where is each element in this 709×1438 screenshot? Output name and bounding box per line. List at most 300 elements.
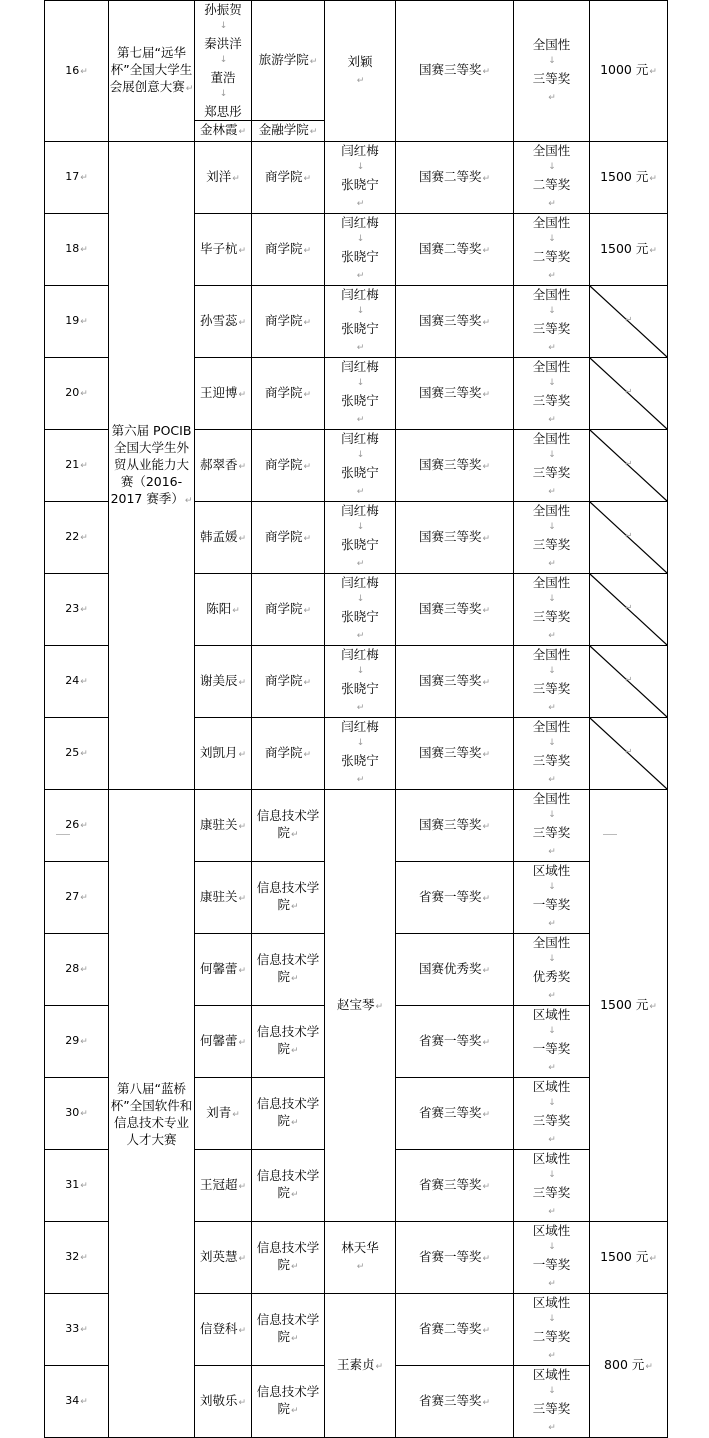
paragraph-mark: ↵ xyxy=(303,389,312,400)
paragraph-mark: ↵ xyxy=(290,902,299,912)
paragraph-mark: ↵ xyxy=(238,317,247,328)
paragraph-mark: ↵ xyxy=(80,245,88,255)
paragraph-mark: ↵ xyxy=(548,775,556,785)
level-text: 三等奖 xyxy=(532,1185,571,1200)
paragraph-mark: ↵ xyxy=(548,415,556,425)
paragraph-mark: ↵ xyxy=(238,127,247,137)
line-break-mark: ↓ xyxy=(356,162,365,172)
paragraph-mark: ↵ xyxy=(80,605,88,615)
student-names: 陈阳↵ xyxy=(195,574,252,646)
level-text: 全国性 ↓ xyxy=(514,934,589,968)
level-text: 区域性 ↓ xyxy=(514,1366,589,1400)
line-break-mark: ↓ xyxy=(548,234,556,244)
paragraph-mark: ↵ xyxy=(548,919,556,929)
award-level xyxy=(514,646,590,718)
paragraph-mark: ↵ xyxy=(624,459,633,470)
paragraph-mark: ↵ xyxy=(80,1325,88,1335)
paragraph-mark: ↵ xyxy=(290,830,299,840)
award-name: 国赛优秀奖↵ xyxy=(396,934,514,1006)
paragraph-mark: ↵ xyxy=(80,1109,88,1119)
paragraph-mark: ↵ xyxy=(482,389,491,400)
paragraph-mark: ↵ xyxy=(80,173,88,183)
college-name: 商学院↵ xyxy=(252,646,325,718)
prize-amount xyxy=(590,718,668,790)
award-name: 省赛一等奖↵ xyxy=(396,1006,514,1078)
paragraph-mark: ↵ xyxy=(238,749,247,760)
paragraph-mark: ↵ xyxy=(482,749,491,760)
line-break-mark: ↓ xyxy=(548,378,556,388)
award-level xyxy=(514,1006,590,1078)
row-number: 18↵ xyxy=(45,214,109,286)
advisor: 闫红梅 ↓ xyxy=(325,502,395,536)
advisor: 闫红梅 ↓ xyxy=(325,142,395,176)
paragraph-mark: ↵ xyxy=(290,1334,299,1344)
advisor-name xyxy=(325,1,396,142)
line-break-mark: ↓ xyxy=(548,450,556,460)
level-text: 三等奖 xyxy=(532,825,571,840)
paragraph-mark: ↵ xyxy=(482,605,491,616)
level-text: 三等奖 xyxy=(532,1401,571,1416)
student-names: 康驻关↵ xyxy=(195,790,252,862)
paragraph-mark: ↵ xyxy=(624,531,633,542)
paragraph-mark: ↵ xyxy=(290,974,299,984)
advisor-name xyxy=(325,142,396,214)
competition-name: 第八届“蓝桥杯”全国软件和信息技术专业人才大赛 xyxy=(109,790,195,1438)
paragraph-mark: ↵ xyxy=(303,677,312,688)
paragraph-mark: ↵ xyxy=(624,387,633,398)
level-text: 一等奖 xyxy=(532,897,571,912)
line-break-mark: ↓ xyxy=(548,1386,556,1396)
prize-amount xyxy=(590,430,668,502)
paragraph-mark: ↵ xyxy=(184,495,193,506)
line-break-mark: ↓ xyxy=(548,55,556,66)
row-number: 27↵ xyxy=(45,862,109,934)
row-number: 20↵ xyxy=(45,358,109,430)
student-names: 郝翠香↵ xyxy=(195,430,252,502)
award-name: 国赛三等奖↵ xyxy=(396,358,514,430)
line-break-mark: ↓ xyxy=(548,666,556,676)
prize-amount xyxy=(590,502,668,574)
college-name: 旅游学院↵ xyxy=(252,1,325,121)
college-name: 信息技术学院↵ xyxy=(252,1294,325,1366)
line-break-mark: ↓ xyxy=(548,1242,556,1252)
advisor: 张晓宁 xyxy=(341,753,379,768)
advisor-name xyxy=(325,286,396,358)
paragraph-mark: ↵ xyxy=(232,605,240,616)
line-break-mark: ↓ xyxy=(356,522,365,532)
paragraph-mark: ↵ xyxy=(482,893,491,904)
college-name: 信息技术学院↵ xyxy=(252,1006,325,1078)
paragraph-mark: ↵ xyxy=(356,199,365,209)
line-break-mark: ↓ xyxy=(548,1170,556,1180)
row-number: 28↵ xyxy=(45,934,109,1006)
student-names: 韩孟媛↵ xyxy=(195,502,252,574)
level-text: 全国性 ↓ xyxy=(514,790,589,824)
paragraph-mark: ↵ xyxy=(548,1351,556,1361)
award-name: 国赛三等奖↵ xyxy=(396,646,514,718)
line-break-mark: ↓ xyxy=(548,594,556,604)
paragraph-mark: ↵ xyxy=(356,415,365,425)
advisor: 闫红梅 ↓ xyxy=(325,286,395,320)
level-text: 区域性 ↓ xyxy=(514,862,589,896)
row-number: 17↵ xyxy=(45,142,109,214)
line-break-mark: ↓ xyxy=(219,55,228,65)
college-name: 信息技术学院↵ xyxy=(252,862,325,934)
paragraph-mark: ↵ xyxy=(80,677,88,687)
paragraph-mark: ↵ xyxy=(290,1190,299,1200)
paragraph-mark: ↵ xyxy=(80,749,88,759)
level-text: 优秀奖 xyxy=(532,969,571,984)
award-level xyxy=(514,1,590,142)
paragraph-mark: ↵ xyxy=(548,487,556,497)
award-level xyxy=(514,214,590,286)
paragraph-mark: ↵ xyxy=(238,1325,247,1336)
level-text: 全国性 ↓ xyxy=(514,430,589,464)
paragraph-mark: ↵ xyxy=(624,315,633,326)
advisor: 张晓宁 xyxy=(341,177,379,192)
line-break-mark: ↓ xyxy=(548,954,556,964)
award-name: 国赛三等奖↵ xyxy=(396,502,514,574)
college-name: 金融学院↵ xyxy=(252,121,325,142)
row-number: 25↵ xyxy=(45,718,109,790)
level-text: 一等奖 xyxy=(532,1041,571,1056)
paragraph-mark: ↵ xyxy=(624,675,633,686)
student-names: 刘凯月↵ xyxy=(195,718,252,790)
paragraph-mark: ↵ xyxy=(80,317,88,327)
level-text: 二等奖 xyxy=(532,177,571,192)
level-text: 区域性 ↓ xyxy=(514,1006,589,1040)
row-number: 26↵ xyxy=(45,790,109,862)
paragraph-mark: ↵ xyxy=(232,173,240,184)
advisor: 张晓宁 xyxy=(341,537,379,552)
line-break-mark: ↓ xyxy=(356,450,365,460)
table-row xyxy=(45,1,668,121)
award-level xyxy=(514,1150,590,1222)
paragraph-mark: ↵ xyxy=(80,389,88,399)
advisor-name xyxy=(325,430,396,502)
paragraph-mark: ↵ xyxy=(80,533,88,543)
row-number: 19↵ xyxy=(45,286,109,358)
prize-amount: 1500 元↵ xyxy=(590,142,668,214)
student-name: 秦洪洋 ↓ xyxy=(195,35,251,69)
award-level xyxy=(514,862,590,934)
paragraph-mark: ↵ xyxy=(356,631,365,641)
level-text: 三等奖 xyxy=(532,70,571,86)
paragraph-mark: ↵ xyxy=(238,965,247,976)
paragraph-mark: ↵ xyxy=(548,271,556,281)
competition-name: 第六届 POCIB 全国大学生外贸从业能力大赛（2016-2017 赛季）↵ xyxy=(109,142,195,790)
paragraph-mark: ↵ xyxy=(80,821,88,831)
page-bottom-markers xyxy=(0,834,709,844)
paragraph-mark: ↵ xyxy=(80,1397,88,1407)
advisor-name xyxy=(325,358,396,430)
paragraph-mark: ↵ xyxy=(482,677,491,688)
paragraph-mark: ↵ xyxy=(303,245,312,256)
student-names: 康驻关↵ xyxy=(195,862,252,934)
paragraph-mark: ↵ xyxy=(238,1397,247,1408)
paragraph-mark: ↵ xyxy=(482,965,491,976)
paragraph-mark: ↵ xyxy=(548,631,556,641)
award-name: 国赛二等奖↵ xyxy=(396,142,514,214)
award-level xyxy=(514,430,590,502)
line-break-mark: ↓ xyxy=(548,162,556,172)
table-row xyxy=(45,790,668,862)
paragraph-mark: ↵ xyxy=(624,747,633,758)
prize-amount: 1500 元↵ xyxy=(590,214,668,286)
paragraph-mark: ↵ xyxy=(482,1325,491,1336)
paragraph-mark: ↵ xyxy=(303,461,312,472)
paragraph-mark: ↵ xyxy=(548,703,556,713)
college-name: 信息技术学院↵ xyxy=(252,1222,325,1294)
level-text: 全国性 ↓ xyxy=(514,718,589,752)
paragraph-mark: ↵ xyxy=(482,67,491,77)
paragraph-mark: ↵ xyxy=(238,821,247,832)
level-text: 一等奖 xyxy=(532,1257,571,1272)
paragraph-mark: ↵ xyxy=(548,343,556,353)
paragraph-mark: ↵ xyxy=(356,271,365,281)
paragraph-mark: ↵ xyxy=(482,173,491,184)
award-name: 国赛二等奖↵ xyxy=(396,214,514,286)
level-text: 二等奖 xyxy=(532,1329,571,1344)
row-number: 32↵ xyxy=(45,1222,109,1294)
prize-amount: 1500 元↵ xyxy=(590,1222,668,1294)
paragraph-mark: ↵ xyxy=(356,343,365,353)
advisor: 闫红梅 ↓ xyxy=(325,574,395,608)
paragraph-mark: ↵ xyxy=(80,1037,88,1047)
award-level xyxy=(514,1294,590,1366)
advisor-name xyxy=(325,1222,396,1294)
paragraph-mark: ↵ xyxy=(80,66,88,77)
advisor: 刘颖 xyxy=(347,53,373,69)
paragraph-mark: ↵ xyxy=(303,173,312,184)
paragraph-mark: ↵ xyxy=(482,317,491,328)
paragraph-mark: ↵ xyxy=(356,559,365,569)
student-name: 董浩 ↓ xyxy=(195,69,251,103)
line-break-mark: ↓ xyxy=(548,1026,556,1036)
college-name: 商学院↵ xyxy=(252,358,325,430)
student-names: 王迎博↵ xyxy=(195,358,252,430)
advisor: 张晓宁 xyxy=(341,681,379,696)
paragraph-mark: ↵ xyxy=(303,605,312,616)
paragraph-mark: ↵ xyxy=(548,199,556,209)
award-level xyxy=(514,934,590,1006)
college-name: 信息技术学院↵ xyxy=(252,934,325,1006)
line-break-mark: ↓ xyxy=(356,666,365,676)
paragraph-mark: ↵ xyxy=(238,1181,247,1192)
paragraph-mark: ↵ xyxy=(649,173,657,184)
paragraph-mark: ↵ xyxy=(303,533,312,544)
paragraph-mark: ↵ xyxy=(649,67,657,77)
student-names: 刘英慧↵ xyxy=(195,1222,252,1294)
line-break-mark: ↓ xyxy=(219,89,228,99)
paragraph-mark: ↵ xyxy=(80,1181,88,1191)
paragraph-mark: ↵ xyxy=(548,559,556,569)
advisor-name xyxy=(325,502,396,574)
paragraph-mark: ↵ xyxy=(185,84,194,94)
table-row xyxy=(45,142,668,214)
paragraph-mark: ↵ xyxy=(356,75,365,86)
paragraph-mark: ↵ xyxy=(482,461,491,472)
advisor: 林天华 xyxy=(341,1240,379,1255)
level-text: 区域性 ↓ xyxy=(514,1222,589,1256)
row-number: 21↵ xyxy=(45,430,109,502)
award-level xyxy=(514,718,590,790)
row-number: 30↵ xyxy=(45,1078,109,1150)
line-break-mark: ↓ xyxy=(548,738,556,748)
level-text: 全国性 ↓ xyxy=(514,502,589,536)
paragraph-mark: ↵ xyxy=(356,1262,365,1272)
level-text: 区域性 ↓ xyxy=(514,1078,589,1112)
award-name: 省赛一等奖↵ xyxy=(396,1222,514,1294)
student-name: 孙振贺 ↓ xyxy=(195,1,251,35)
student-names xyxy=(195,1,252,121)
college-name: 信息技术学院↵ xyxy=(252,1150,325,1222)
paragraph-mark: ↵ xyxy=(482,821,491,832)
award-level xyxy=(514,1078,590,1150)
student-names: 王冠超↵ xyxy=(195,1150,252,1222)
level-text: 全国性 ↓ xyxy=(514,36,589,70)
award-name: 省赛三等奖↵ xyxy=(396,1366,514,1438)
line-break-mark: ↓ xyxy=(548,1314,556,1324)
line-break-mark: ↓ xyxy=(356,378,365,388)
award-name: 国赛三等奖↵ xyxy=(396,430,514,502)
level-text: 三等奖 xyxy=(532,753,571,768)
line-break-mark: ↓ xyxy=(548,306,556,316)
row-number: 22↵ xyxy=(45,502,109,574)
level-text: 三等奖 xyxy=(532,1113,571,1128)
line-break-mark: ↓ xyxy=(548,882,556,892)
paragraph-mark: ↵ xyxy=(290,1046,299,1056)
paragraph-mark: ↵ xyxy=(548,1279,556,1289)
paragraph-mark: ↵ xyxy=(80,461,88,471)
award-name: 国赛三等奖↵ xyxy=(396,790,514,862)
paragraph-mark: ↵ xyxy=(238,893,247,904)
award-name: 国赛三等奖↵ xyxy=(396,718,514,790)
paragraph-mark: ↵ xyxy=(624,603,633,614)
paragraph-mark: ↵ xyxy=(649,1253,657,1264)
award-name: 国赛三等奖↵ xyxy=(396,574,514,646)
advisor-name xyxy=(325,646,396,718)
paragraph-mark: ↵ xyxy=(548,1063,556,1073)
row-number: 34↵ xyxy=(45,1366,109,1438)
advisor-name xyxy=(325,574,396,646)
student-names: 刘洋↵ xyxy=(195,142,252,214)
student-names: 毕子杭↵ xyxy=(195,214,252,286)
advisor: 闫红梅 ↓ xyxy=(325,430,395,464)
prize-amount xyxy=(590,646,668,718)
advisor-name: 赵宝琴↵ xyxy=(325,790,396,1222)
row-number: 33↵ xyxy=(45,1294,109,1366)
competition-name: 第七届“远华杯”全国大学生会展创意大赛↵ xyxy=(109,1,195,142)
paragraph-mark: ↵ xyxy=(482,1397,491,1408)
paragraph-mark: ↵ xyxy=(482,1109,491,1120)
level-text: 全国性 ↓ xyxy=(514,214,589,248)
row-number: 23↵ xyxy=(45,574,109,646)
level-text: 三等奖 xyxy=(532,393,571,408)
student-names: 谢美辰↵ xyxy=(195,646,252,718)
paragraph-mark: ↵ xyxy=(482,245,491,256)
level-text: 三等奖 xyxy=(532,537,571,552)
line-break-mark: ↓ xyxy=(548,810,556,820)
prize-amount xyxy=(590,286,668,358)
prize-amount: 1500 元↵ xyxy=(590,790,668,1222)
student-names: 信登科↵ xyxy=(195,1294,252,1366)
college-name: 信息技术学院↵ xyxy=(252,1366,325,1438)
college-name: 商学院↵ xyxy=(252,214,325,286)
student-name: 郑思彤 xyxy=(204,104,242,119)
award-level xyxy=(514,286,590,358)
paragraph-mark: ↵ xyxy=(645,1361,653,1372)
award-level xyxy=(514,574,590,646)
advisor: 张晓宁 xyxy=(341,249,379,264)
prize-amount: 1000 元↵ xyxy=(590,1,668,142)
line-break-mark: ↓ xyxy=(548,522,556,532)
level-text: 全国性 ↓ xyxy=(514,646,589,680)
paragraph-mark: ↵ xyxy=(238,461,247,472)
paragraph-mark: ↵ xyxy=(649,245,657,256)
award-name: 国赛三等奖↵ xyxy=(396,1,514,142)
student-names: 金林霞↵ xyxy=(195,121,252,142)
paragraph-mark: ↵ xyxy=(548,1207,556,1217)
advisor-name xyxy=(325,214,396,286)
line-break-mark: ↓ xyxy=(548,1098,556,1108)
paragraph-mark: ↵ xyxy=(309,56,318,67)
advisor: 张晓宁 xyxy=(341,321,379,336)
advisor: 闫红梅 ↓ xyxy=(325,646,395,680)
corner-mark-right xyxy=(603,834,617,841)
paragraph-mark: ↵ xyxy=(303,749,312,760)
student-names: 刘敬乐↵ xyxy=(195,1366,252,1438)
paragraph-mark: ↵ xyxy=(356,703,365,713)
paragraph-mark: ↵ xyxy=(649,1001,657,1012)
row-number: 24↵ xyxy=(45,646,109,718)
paragraph-mark: ↵ xyxy=(80,965,88,975)
level-text: 三等奖 xyxy=(532,321,571,336)
college-name: 商学院↵ xyxy=(252,430,325,502)
award-level xyxy=(514,1366,590,1438)
student-names: 孙雪蕊↵ xyxy=(195,286,252,358)
paragraph-mark: ↵ xyxy=(482,1253,491,1264)
paragraph-mark: ↵ xyxy=(232,1109,240,1120)
paragraph-mark: ↵ xyxy=(80,893,88,903)
award-level xyxy=(514,790,590,862)
paragraph-mark: ↵ xyxy=(238,389,247,400)
paragraph-mark: ↵ xyxy=(290,1118,299,1128)
level-text: 区域性 ↓ xyxy=(514,1294,589,1328)
corner-mark-left xyxy=(56,834,70,841)
award-level xyxy=(514,502,590,574)
line-break-mark: ↓ xyxy=(356,306,365,316)
paragraph-mark: ↵ xyxy=(290,1406,299,1416)
row-number: 31↵ xyxy=(45,1150,109,1222)
paragraph-mark: ↵ xyxy=(238,533,247,544)
paragraph-mark: ↵ xyxy=(548,1135,556,1145)
award-level xyxy=(514,1222,590,1294)
paragraph-mark: ↵ xyxy=(548,847,556,857)
prize-amount xyxy=(590,574,668,646)
row-number: 16↵ xyxy=(45,1,109,142)
college-name: 商学院↵ xyxy=(252,502,325,574)
college-name: 信息技术学院↵ xyxy=(252,1078,325,1150)
paragraph-mark: ↵ xyxy=(80,1253,88,1263)
award-level xyxy=(514,142,590,214)
advisor: 张晓宁 xyxy=(341,609,379,624)
paragraph-mark: ↵ xyxy=(482,1181,491,1192)
row-number: 29↵ xyxy=(45,1006,109,1078)
line-break-mark: ↓ xyxy=(356,738,365,748)
paragraph-mark: ↵ xyxy=(238,245,247,256)
paragraph-mark: ↵ xyxy=(238,1037,247,1048)
